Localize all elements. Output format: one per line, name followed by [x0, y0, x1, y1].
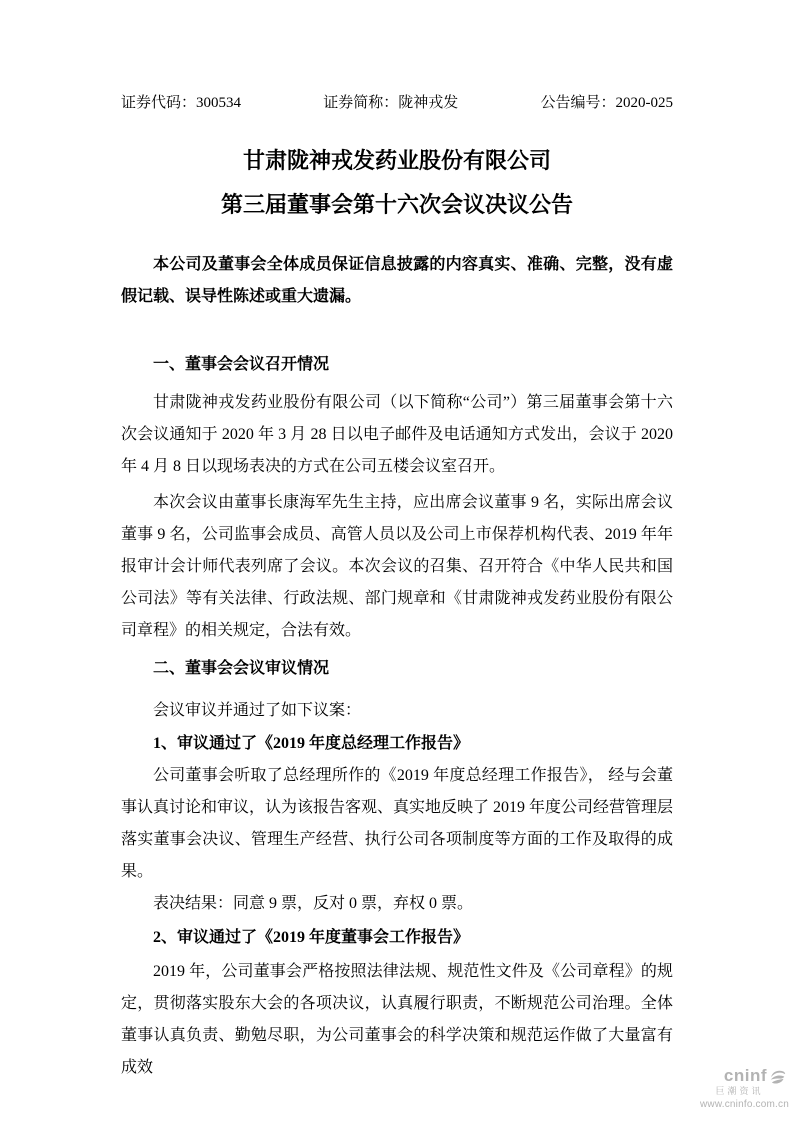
disclaimer-paragraph: 本公司及董事会全体成员保证信息披露的内容真实、准确、完整，没有虚假记载、误导性陈述或重大遗漏。 [121, 256, 673, 305]
resolution-item-1-body: 公司董事会听取了总经理所作的《2019 年度总经理工作报告》， 经与会董事认真讨论和审议，认为该报告客观、真实地反映了 2019 年度公司经营管理层落实董事会决议、管理生产经营、执行公司各项制度等方面的工作及取得的成果。 [121, 767, 674, 880]
document-header-row [121, 93, 673, 113]
section-1-paragraph-2: 本次会议由董事长康海军先生主持，应出席会议董事 9 名，实际出席会议董事 9 名，公司监事会成员、高管人员以及公司上市保荐机构代表、2019 年年报审计会计师代表列席了会议。本次会议的召集、召开符合《中华人民共和国公司法》等有关法律、行政法规、部门规章和《甘肃陇神戎发药业股份有限公司章程》的相关规定，合法有效。 [121, 494, 673, 639]
cninfo-brand-chinese: 巨潮资讯 [715, 1086, 764, 1097]
resolution-intro: 会议审议并通过了如下议案： [153, 702, 362, 719]
document-content [121, 0, 673, 1084]
section-1-heading: 一、董事会会议召开情况 [153, 356, 330, 373]
stock-code: 证券代码：300534 [121, 95, 242, 111]
document-title-line2: 第三届董事会第十六次会议决议公告 [220, 192, 573, 217]
resolution-item-1-vote-result: 表决结果：同意 9 票，反对 0 票，弃权 0 票。 [153, 895, 474, 912]
resolution-item-2-body: 2019 年，公司董事会严格按照法律法规、规范性文件及《公司章程》的规定，贯彻落实股东大会的各项决议，认真履行职责，不断规范公司治理。全体董事认真负责、勤勉尽职，为公司董事会的科学决策和规范运作做了大量富有成效 [121, 963, 673, 1076]
document-title-line1: 甘肃陇神戎发药业股份有限公司 [242, 148, 551, 173]
resolution-item-2-heading: 2、审议通过了《2019 年度董事会工作报告》 [153, 929, 470, 946]
resolution-item-1-heading: 1、审议通过了《2019 年度总经理工作报告》 [153, 735, 470, 752]
section-2-heading: 二、董事会会议审议情况 [153, 660, 330, 677]
cninfo-brand-row [700, 1067, 789, 1086]
stock-short-name: 证券简称：陇神戎发 [323, 95, 459, 111]
document-title [121, 139, 673, 227]
cninfo-brand-text: cninf [723, 1066, 767, 1086]
section-1-paragraph-1: 甘肃陇神戎发药业股份有限公司（以下简称“公司”）第三届董事会第十六次会议通知于 2020 年 3 月 28 日以电子邮件及电话通知方式发出，会议于 2020 年 4 月 8 日以现场表决的方式在公司五楼会议室召开。 [121, 394, 673, 475]
cninfo-swirl-logo-icon [768, 1067, 787, 1086]
cninfo-url: www.cninfo.com.cn [700, 1099, 789, 1110]
announcement-number: 公告编号：2020-025 [540, 95, 673, 111]
cninfo-watermark [700, 1067, 789, 1110]
